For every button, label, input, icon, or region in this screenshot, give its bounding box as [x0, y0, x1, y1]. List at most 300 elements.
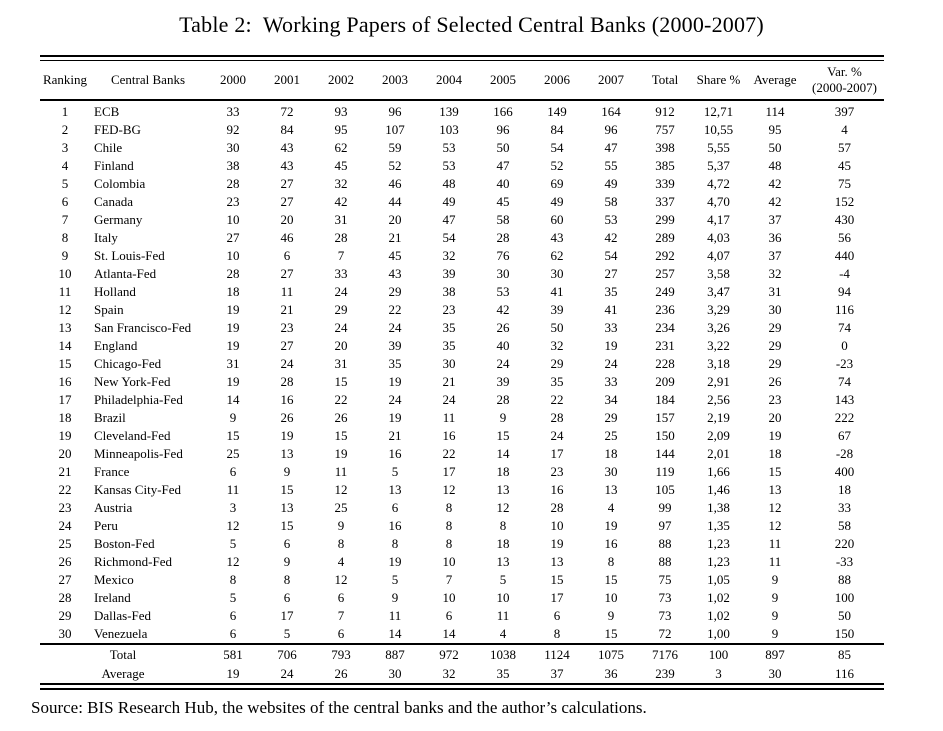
table-cell: 19 [604, 518, 618, 533]
table-cell: 29 [768, 356, 782, 371]
table-cell: 12 [334, 572, 348, 587]
table-cell: 2 [61, 122, 69, 137]
table-cell: 46 [388, 176, 402, 191]
table-cell: 793 [314, 644, 368, 664]
table-cell: 29 [334, 302, 348, 317]
table-cell: Richmond-Fed [94, 554, 172, 569]
table-cell: 21 [58, 464, 72, 479]
table-cell: Italy [94, 230, 118, 245]
table-cell: Kansas City-Fed [94, 482, 182, 497]
table-cell: 3 [61, 140, 69, 155]
table-cell: 8 [229, 572, 237, 587]
table-cell: 14 [226, 392, 240, 407]
table-cell: 75 [838, 176, 851, 191]
table-cell: 5 [229, 536, 237, 551]
table-cell: 5 [499, 572, 507, 587]
table-cell: 21 [388, 428, 402, 443]
table-cell: 29 [768, 320, 782, 335]
table-cell: 19 [58, 428, 72, 443]
table-cell: 94 [838, 284, 851, 299]
table-cell: 20 [388, 212, 402, 227]
table-cell: 14 [496, 446, 510, 461]
table-cell: 897 [745, 644, 805, 664]
table-cell: -23 [835, 356, 854, 371]
table-cell: 88 [658, 536, 672, 551]
table-cell: 13 [280, 500, 294, 515]
table-cell: 30 [550, 266, 564, 281]
table-cell: Dallas-Fed [94, 608, 152, 623]
table-cell: 6 [553, 608, 561, 623]
table-cell: 3 [229, 500, 237, 515]
table-cell: 8 [553, 626, 561, 641]
table-cell: 339 [655, 176, 675, 191]
table-cell: 31 [334, 356, 348, 371]
table-cell: 25 [604, 428, 618, 443]
table-cell: 24 [388, 320, 402, 335]
table-cell: 6 [283, 536, 291, 551]
table-cell: 48 [768, 158, 782, 173]
table-cell: St. Louis-Fed [94, 248, 165, 263]
table-cell: 4,72 [707, 176, 730, 191]
table-cell: 8 [337, 536, 345, 551]
table-row [40, 211, 884, 229]
table-cell: 93 [334, 104, 348, 119]
table-cell: 19 [388, 554, 402, 569]
table-cell: FED-BG [94, 122, 141, 137]
table-cell: 4 [607, 500, 615, 515]
table-cell: 28 [226, 176, 240, 191]
table-cell: 31 [226, 356, 240, 371]
table-cell: 21 [280, 302, 294, 317]
table-cell: 6 [337, 590, 345, 605]
table-cell: 8 [445, 536, 453, 551]
table-cell: 42 [604, 230, 618, 245]
table-cell: 73 [658, 608, 672, 623]
table-cell: 27 [280, 338, 294, 353]
table-area [40, 55, 884, 690]
table-cell: 7 [445, 572, 453, 587]
table-cell: England [94, 338, 138, 353]
table-cell: Spain [94, 302, 124, 317]
col-header-share: Share % [692, 61, 745, 100]
table-cell: 299 [655, 212, 675, 227]
table-cell: 33 [838, 500, 851, 515]
table-cell: 28 [496, 230, 510, 245]
table-cell: 12 [334, 482, 348, 497]
table-row [40, 193, 884, 211]
table-cell: 35 [550, 374, 564, 389]
table-cell: 5 [391, 464, 399, 479]
table-cell: 8 [499, 518, 507, 533]
col-header-average: Average [745, 61, 805, 100]
table-cell: 75 [658, 572, 672, 587]
table-cell: 74 [838, 320, 851, 335]
table-cell: 54 [442, 230, 456, 245]
table-cell: 150 [655, 428, 675, 443]
table-cell: 15 [58, 356, 72, 371]
table-cell: 116 [834, 665, 855, 681]
table-cell: 15 [280, 518, 294, 533]
table-cell: 97 [658, 518, 672, 533]
table-cell: 95 [768, 122, 782, 137]
table-cell: 18 [496, 536, 510, 551]
table-cell: 26 [334, 410, 348, 425]
table-cell: 105 [655, 482, 675, 497]
table-cell: 67 [838, 428, 851, 443]
table-cell: 912 [655, 104, 675, 119]
table-cell: 53 [604, 212, 618, 227]
col-header-2006: 2006 [530, 61, 584, 100]
table-cell: 166 [493, 104, 513, 119]
table-cell: 92 [226, 122, 240, 137]
table-cell: 19 [226, 338, 240, 353]
table-cell: 14 [388, 626, 402, 641]
table-cell: 1,00 [707, 626, 730, 641]
table-cell: Philadelphia-Fed [94, 392, 183, 407]
table-cell: Venezuela [94, 626, 148, 641]
table-cell: 52 [550, 158, 564, 173]
table-cell: 18 [768, 446, 782, 461]
table-cell: 9 [61, 248, 69, 263]
table-cell: 38 [226, 158, 240, 173]
table-cell: 42 [496, 302, 510, 317]
var-header-line2: (2000-2007) [812, 80, 877, 95]
table-cell: 9 [283, 464, 291, 479]
table-cell: 38 [442, 284, 456, 299]
table-cell: -33 [835, 554, 854, 569]
table-cell: 3,29 [707, 302, 730, 317]
table-title: Table 2: Working Papers of Selected Central Banks (2000-2007) [179, 12, 764, 37]
table-cell: 100 [692, 644, 745, 664]
table-cell: 18 [838, 482, 851, 497]
table-cell: 24 [58, 518, 72, 533]
table-cell: 100 [834, 590, 855, 605]
table-cell: 49 [550, 194, 564, 209]
table-cell: 74 [838, 374, 851, 389]
table-cell: 30 [442, 356, 456, 371]
table-row [40, 481, 884, 499]
table-cell: 25 [334, 500, 348, 515]
table-cell: 46 [280, 230, 294, 245]
table-cell: 10 [550, 518, 564, 533]
table-cell: 72 [280, 104, 294, 119]
col-header-var [805, 61, 884, 100]
table-row [40, 121, 884, 139]
table-cell: 11 [442, 410, 456, 425]
table-cell: 5 [283, 626, 291, 641]
table-cell: 17 [442, 464, 456, 479]
table-cell: 27 [280, 194, 294, 209]
table-cell: 50 [838, 608, 851, 623]
table-cell: 9 [771, 590, 779, 605]
table-cell: 53 [442, 158, 456, 173]
table-cell: 23 [550, 464, 564, 479]
table-cell: 49 [442, 194, 456, 209]
table-cell: 31 [768, 284, 782, 299]
table-cell: 1,38 [707, 500, 730, 515]
table-cell: 20 [768, 410, 782, 425]
col-header-2000: 2000 [206, 61, 260, 100]
table-cell: 47 [442, 212, 456, 227]
table-cell: 164 [601, 104, 621, 119]
table-cell: 27 [604, 266, 618, 281]
header-row [40, 61, 884, 100]
table-row [40, 409, 884, 427]
table-cell: 76 [496, 248, 510, 263]
table-cell: 28 [496, 392, 510, 407]
table-cell: 30 [768, 665, 782, 681]
col-header-2007: 2007 [584, 61, 638, 100]
table-cell: 17 [58, 392, 72, 407]
table-cell: 19 [226, 665, 240, 681]
table-cell: 6 [229, 608, 237, 623]
table-cell: 23 [442, 302, 456, 317]
table-cell: 26 [280, 410, 294, 425]
table-cell: -4 [839, 266, 850, 281]
table-row [40, 625, 884, 644]
table-cell: 39 [442, 266, 456, 281]
table-cell: 13 [58, 320, 72, 335]
table-cell: 72 [658, 626, 672, 641]
table-cell: 103 [439, 122, 459, 137]
table-cell: 152 [834, 194, 855, 209]
table-body [40, 100, 884, 644]
table-cell: 157 [655, 410, 675, 425]
table-cell: 12 [442, 482, 456, 497]
table-cell: 45 [496, 194, 510, 209]
table-cell: 1038 [476, 644, 530, 664]
col-header-ranking: Ranking [40, 61, 90, 100]
table-cell: 29 [604, 410, 618, 425]
table-cell: 15 [226, 428, 240, 443]
table-cell: 19 [388, 410, 402, 425]
table-cell: 11 [226, 482, 240, 497]
table-cell: 73 [658, 590, 672, 605]
table-cell: 0 [841, 338, 848, 353]
table-cell: 9 [499, 410, 507, 425]
table-cell: 18 [604, 446, 618, 461]
table-cell: 1,05 [707, 572, 730, 587]
table-cell: 28 [550, 410, 564, 425]
table-cell: 36 [768, 230, 782, 245]
table-cell: 29 [388, 284, 402, 299]
table-cell: 16 [604, 536, 618, 551]
table-cell: 11 [768, 554, 782, 569]
summary-row [40, 644, 884, 664]
table-cell: 7 [337, 248, 345, 263]
table-cell: 37 [768, 212, 782, 227]
table-cell: 28 [280, 374, 294, 389]
table-cell: 19 [388, 374, 402, 389]
table-cell: 6 [337, 626, 345, 641]
table-cell: 95 [334, 122, 348, 137]
table-cell: Holland [94, 284, 136, 299]
table-cell: 19 [280, 428, 294, 443]
table-cell: 34 [604, 392, 618, 407]
table-cell: Germany [94, 212, 143, 227]
table-cell: 6 [61, 194, 69, 209]
table-cell: 10,55 [703, 122, 734, 137]
table-cell: 5,37 [707, 158, 730, 173]
table-row [40, 499, 884, 517]
table-cell: 32 [550, 338, 564, 353]
table-cell: 49 [604, 176, 618, 191]
table-cell: 16 [442, 428, 456, 443]
table-cell: 234 [655, 320, 675, 335]
col-header-2003: 2003 [368, 61, 422, 100]
table-row [40, 229, 884, 247]
table-summary [40, 644, 884, 683]
table-cell: 12 [226, 554, 240, 569]
table-cell: 144 [655, 446, 675, 461]
table-cell: 88 [658, 554, 672, 569]
table-cell: 28 [58, 590, 72, 605]
table-cell: 11 [496, 608, 510, 623]
table-cell: 58 [496, 212, 510, 227]
table-cell: 13 [768, 482, 782, 497]
table-cell: 3,18 [707, 356, 730, 371]
table-cell: 42 [768, 176, 782, 191]
table-cell: 88 [838, 572, 851, 587]
table-cell: San Francisco-Fed [94, 320, 192, 335]
table-cell: 43 [388, 266, 402, 281]
table-cell: 12 [768, 518, 782, 533]
table-cell: 42 [334, 194, 348, 209]
table-cell: 8 [61, 230, 69, 245]
table-cell: 53 [442, 140, 456, 155]
source-note: Source: BIS Research Hub, the websites of the central banks and the author’s calculations. [31, 698, 647, 717]
table-cell: 33 [604, 320, 618, 335]
table-cell: 16 [550, 482, 564, 497]
col-header-2005: 2005 [476, 61, 530, 100]
table-cell: 25 [226, 446, 240, 461]
table-cell: 5 [391, 572, 399, 587]
table-row [40, 100, 884, 121]
table-cell: 385 [655, 158, 675, 173]
table-cell: 19 [226, 302, 240, 317]
table-cell: 37 [768, 248, 782, 263]
col-header-2004: 2004 [422, 61, 476, 100]
table-cell: 43 [280, 140, 294, 155]
table-cell: Mexico [94, 572, 134, 587]
table-row [40, 463, 884, 481]
table-cell: 2,09 [707, 428, 730, 443]
table-cell: 9 [607, 608, 615, 623]
table-cell: 28 [550, 500, 564, 515]
table-cell: 21 [388, 230, 402, 245]
table-cell: Chicago-Fed [94, 356, 162, 371]
table-cell: 119 [655, 464, 675, 479]
table-cell: 35 [496, 665, 510, 681]
table-cell: 35 [388, 356, 402, 371]
table-cell: 706 [260, 644, 314, 664]
table-row [40, 571, 884, 589]
table-cell: 337 [655, 194, 675, 209]
summary-row [40, 664, 884, 683]
table-cell: 23 [58, 500, 72, 515]
table-cell: 43 [550, 230, 564, 245]
table-cell: 150 [834, 626, 855, 641]
table-cell: 2,56 [707, 392, 730, 407]
table-cell: 27 [280, 176, 294, 191]
table-cell: 30 [768, 302, 782, 317]
table-cell: 4 [337, 554, 345, 569]
table-cell: 69 [550, 176, 564, 191]
table-cell: 33 [334, 266, 348, 281]
table-cell: 143 [834, 392, 855, 407]
table-cell: 10 [442, 554, 456, 569]
table-cell: 7 [61, 212, 69, 227]
table-cell: 114 [765, 104, 785, 119]
table-cell: 16 [280, 392, 294, 407]
table-cell: 9 [283, 554, 291, 569]
table-cell: 24 [280, 356, 294, 371]
table-cell: 52 [388, 158, 402, 173]
table-cell: Finland [94, 158, 134, 173]
table-cell: Minneapolis-Fed [94, 446, 183, 461]
table-cell: 18 [496, 464, 510, 479]
table-cell: 23 [768, 392, 782, 407]
table-row [40, 445, 884, 463]
table-cell: 19 [226, 374, 240, 389]
table-cell: 430 [834, 212, 855, 227]
table-cell: 15 [550, 572, 564, 587]
table-cell: 47 [496, 158, 510, 173]
table-cell: 40 [496, 338, 510, 353]
table-cell: 45 [388, 248, 402, 263]
table-cell: 4 [499, 626, 507, 641]
table-cell: 19 [604, 338, 618, 353]
table-cell: 62 [550, 248, 564, 263]
table-cell: 292 [655, 248, 675, 263]
table-cell: 29 [768, 338, 782, 353]
table-cell: 20 [334, 338, 348, 353]
table-cell: 10 [226, 212, 240, 227]
table-cell: 3,58 [707, 266, 730, 281]
table-row [40, 355, 884, 373]
col-header-2001: 2001 [260, 61, 314, 100]
table-cell: 13 [496, 482, 510, 497]
table-cell: 12 [496, 500, 510, 515]
table-cell: 11 [58, 284, 72, 299]
table-cell: 27 [280, 266, 294, 281]
table-cell: 29 [58, 608, 72, 623]
table-cell: 6 [391, 500, 399, 515]
table-cell: 24 [280, 665, 294, 681]
table-cell: 398 [655, 140, 675, 155]
table-cell: 43 [280, 158, 294, 173]
table-cell: 96 [604, 122, 618, 137]
table-cell: 1,66 [707, 464, 730, 479]
table-cell: 4,17 [707, 212, 730, 227]
table-cell: Atlanta-Fed [94, 266, 157, 281]
table-cell: 12 [226, 518, 240, 533]
table-cell: 24 [334, 284, 348, 299]
table-cell: 22 [334, 392, 348, 407]
table-cell: 3,22 [707, 338, 730, 353]
table-cell: 6 [445, 608, 453, 623]
table-cell: 209 [655, 374, 675, 389]
table-cell: 4 [61, 158, 69, 173]
table-cell: 14 [442, 626, 456, 641]
table-cell: 397 [834, 104, 855, 119]
table-cell: 6 [283, 248, 291, 263]
table-cell: 581 [206, 644, 260, 664]
table-cell: 5 [61, 176, 69, 191]
table-cell: 32 [334, 176, 348, 191]
table-cell: 50 [550, 320, 564, 335]
table-cell: 289 [655, 230, 675, 245]
